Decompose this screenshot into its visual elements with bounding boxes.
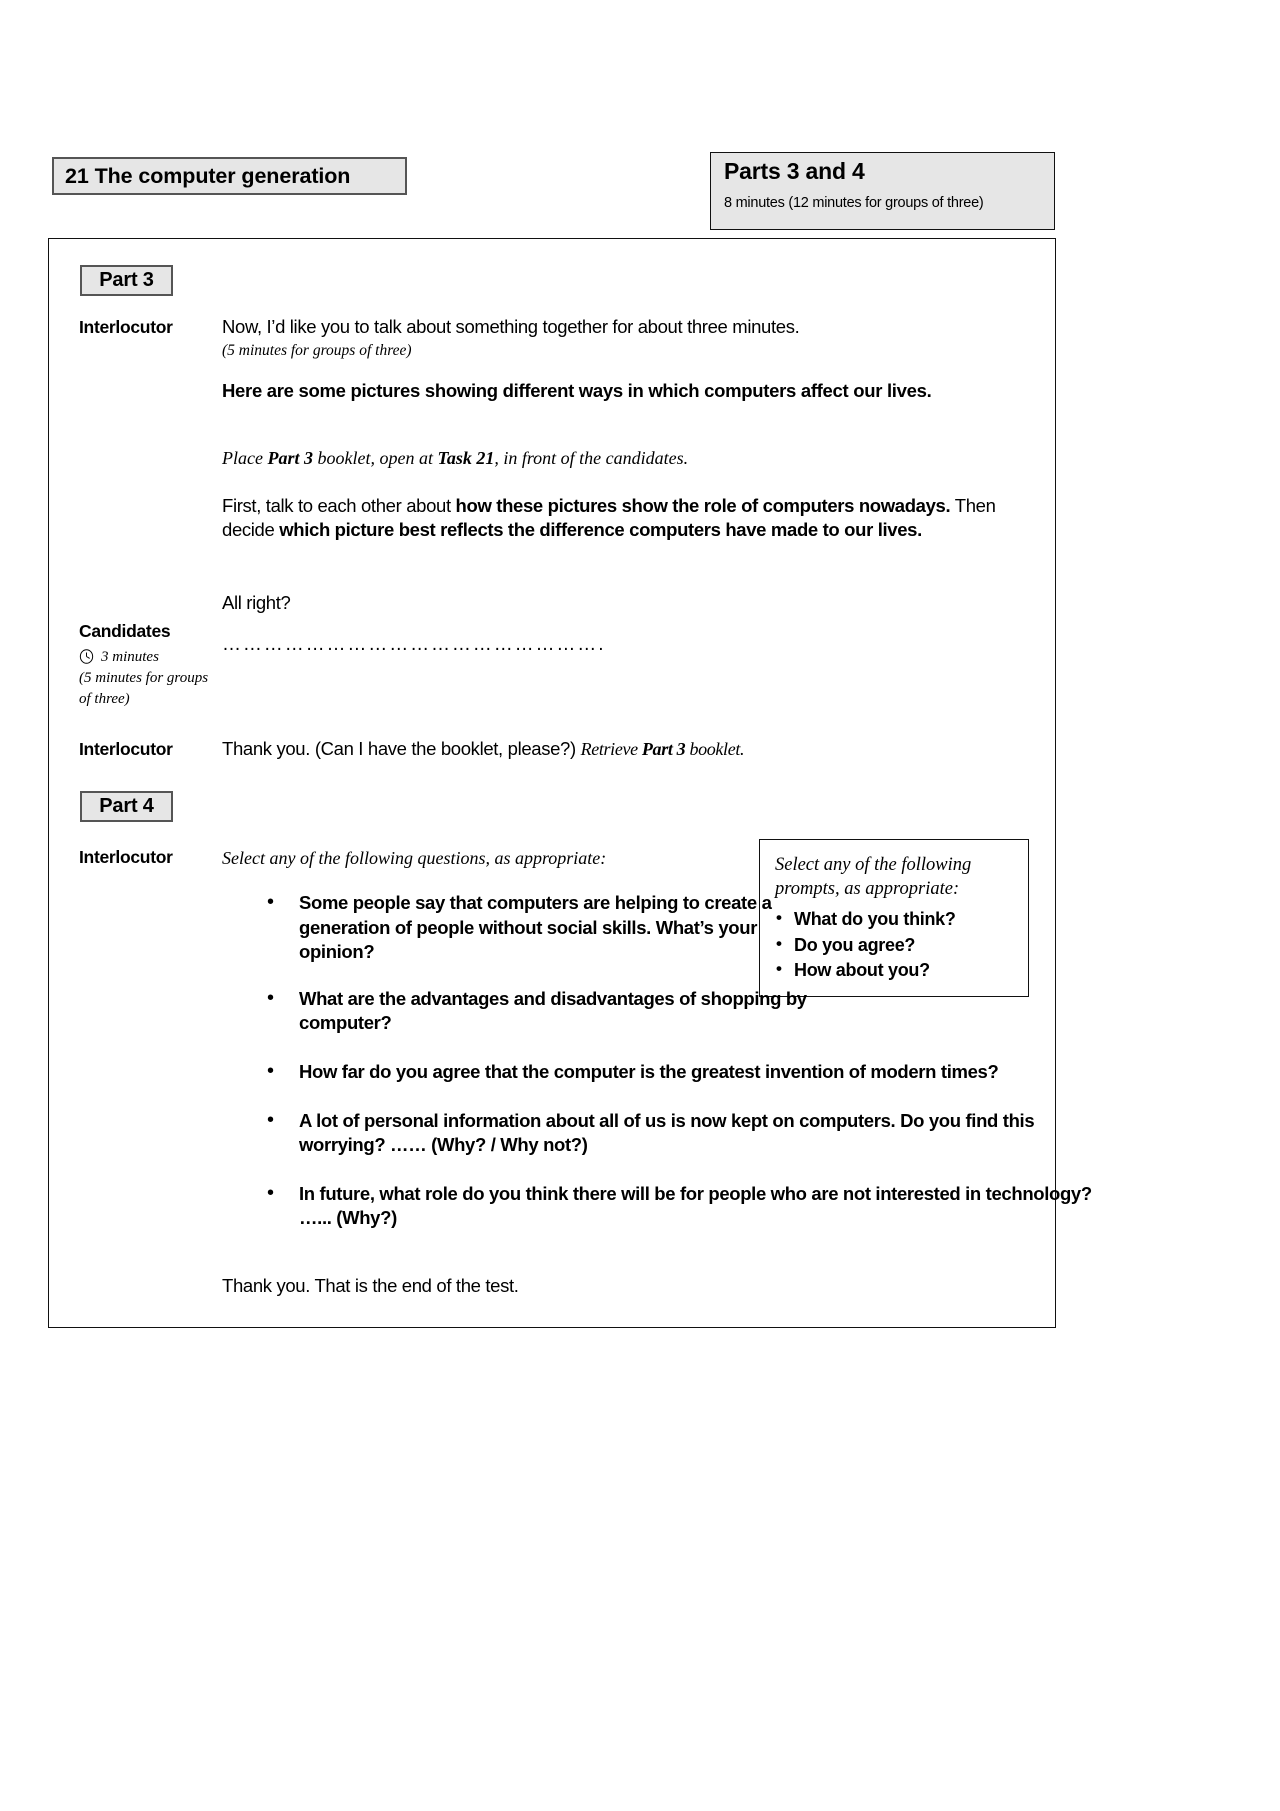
place-bold-task21: Task 21	[437, 448, 495, 468]
part-3-label	[80, 265, 173, 296]
place-pre: Place	[222, 448, 268, 468]
timing-note-five-minutes: (5 minutes for groups of three)	[222, 342, 412, 359]
first-talk-seg3: Then decide	[222, 495, 996, 541]
parts-header-box	[710, 152, 1055, 230]
role-label-candidates: Candidates	[79, 621, 171, 641]
prompt-item: • How about you?	[775, 958, 1018, 984]
thankyou-italic-pre: Retrieve	[580, 739, 642, 759]
part4-question-list	[262, 891, 1092, 1231]
task-title-box	[52, 157, 407, 195]
clock-icon	[79, 649, 94, 664]
task-title-text: 21 The computer generation	[65, 163, 351, 188]
question-item: • A lot of personal information about all of us is now kept on computers. Do you find this worrying? …… (Why? / Why not?)	[262, 1109, 1111, 1158]
place-post: , in front of the candidates.	[494, 448, 689, 468]
thankyou-italic-bold: Part 3	[641, 739, 686, 759]
instruction-thank-you-booklet	[222, 737, 1022, 761]
instruction-select-questions: Select any of the following questions, as appropriate:	[222, 848, 607, 868]
prompts-box-heading: Select any of the following prompts, as appropriate:	[775, 855, 972, 900]
instruction-first-talk	[222, 494, 1032, 543]
question-item: • Some people say that computers are helping to create a generation of people without social skills. What’s your opinion?	[262, 891, 829, 965]
candidate-timing-alt: (5 minutes for groups of three)	[79, 670, 209, 707]
candidate-timing-main: 3 minutes	[101, 649, 159, 665]
answer-dotted-line: ……………………………………………….	[222, 634, 606, 655]
part-4-label	[80, 791, 173, 822]
part-4-label-text: Part 4	[99, 795, 154, 817]
prompt-item: • Do you agree?	[775, 933, 1018, 959]
prompt-item: • What do you think?	[775, 907, 1018, 933]
thankyou-plain: Thank you. (Can I have the booklet, please?)	[222, 738, 581, 759]
place-mid: booklet, open at	[313, 448, 438, 468]
parts-timing-text: 8 minutes (12 minutes for groups of three)	[724, 195, 984, 212]
instruction-all-right: All right?	[222, 592, 291, 613]
first-talk-seg2: how these pictures show the role of computers nowadays.	[455, 495, 951, 516]
question-item: • What are the advantages and disadvantages of shopping by computer?	[262, 987, 829, 1036]
instruction-now-line: Now, I’d like you to talk about something together for about three minutes.	[222, 316, 800, 337]
question-item: • In future, what role do you think there will be for people who are not interested in technology? …... (Why?)	[262, 1182, 1111, 1231]
candidates-timing-block	[79, 647, 219, 709]
thankyou-italic-post: booklet.	[685, 739, 745, 759]
stage-direction-place-booklet	[222, 447, 1022, 470]
closing-line: Thank you. That is the end of the test.	[222, 1275, 519, 1296]
place-bold-part3: Part 3	[267, 448, 313, 468]
question-item: • How far do you agree that the computer is the greatest invention of modern times?	[262, 1060, 1111, 1085]
part-3-label-text: Part 3	[99, 269, 154, 291]
parts-title-text: Parts 3 and 4	[724, 158, 865, 184]
role-label-interlocutor-part4: Interlocutor	[79, 847, 173, 867]
clock-timing-row	[79, 647, 219, 667]
first-talk-seg4: which picture best reflects the difference computers have made to our lives.	[279, 519, 922, 541]
first-talk-seg1: First, talk to each other about	[222, 495, 456, 516]
page-header	[52, 152, 1055, 230]
role-label-interlocutor-part3: Interlocutor	[79, 317, 173, 337]
role-label-interlocutor-thankyou: Interlocutor	[79, 739, 173, 759]
instruction-pictures-bold: Here are some pictures showing different ways in which computers affect our lives.	[222, 380, 932, 401]
test-body-frame	[48, 238, 1092, 1328]
